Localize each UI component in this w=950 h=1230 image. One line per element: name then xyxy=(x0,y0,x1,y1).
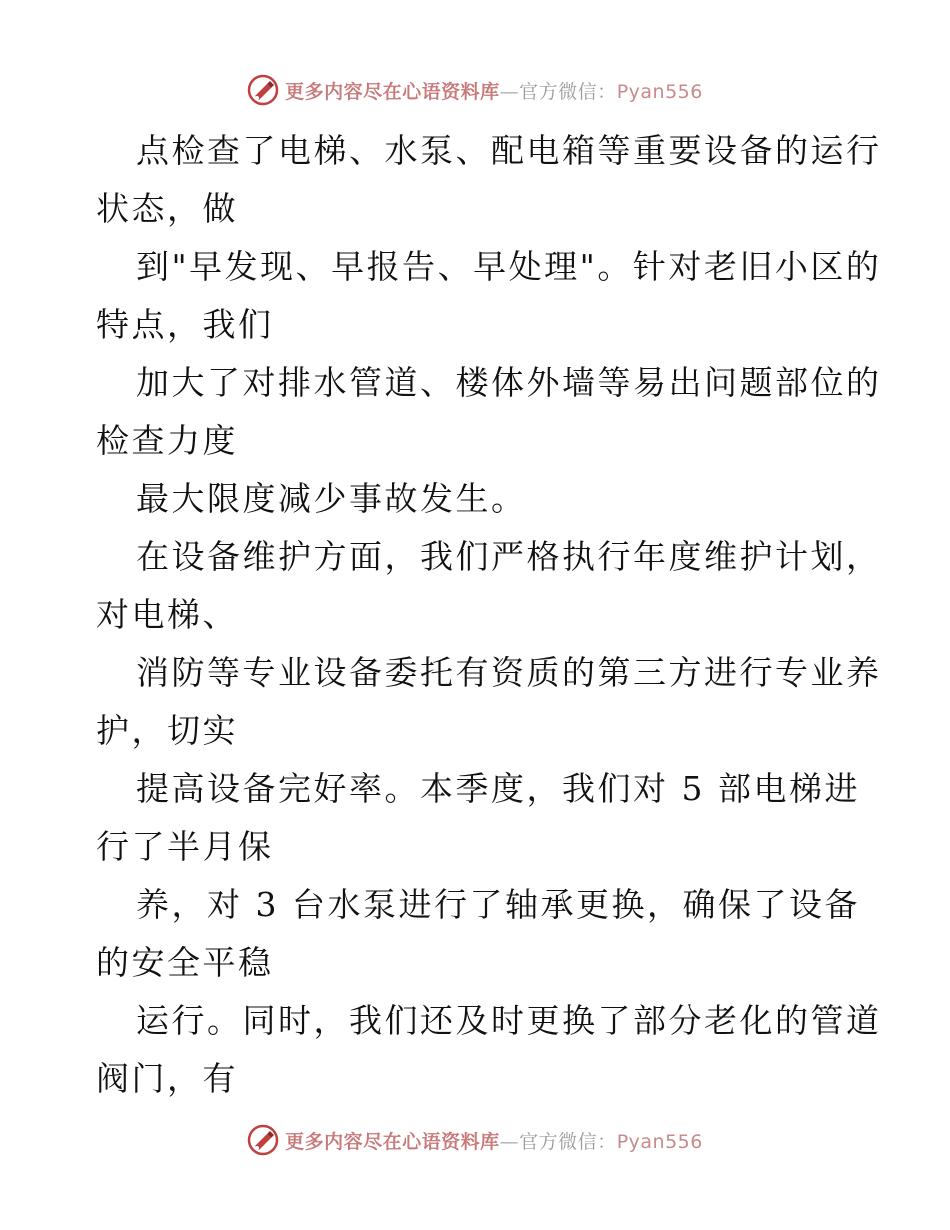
watermark-wechat-id: Pyan556 xyxy=(616,80,703,103)
watermark-group xyxy=(247,1124,703,1156)
paragraph-line: 消防等专业设备委托有资质的第三方进行专业养 xyxy=(136,653,882,692)
paragraph-line: 养，对 3 台水泵进行了轴承更换，确保了设备 xyxy=(136,885,860,924)
watermark-group xyxy=(247,74,703,106)
paragraph-line: 最大限度减少事故发生。 xyxy=(136,479,527,518)
pen-seal-icon xyxy=(247,74,279,106)
paragraph-line: 检查力度 xyxy=(96,421,238,460)
paragraph-line: 阀门，有 xyxy=(96,1059,238,1098)
footer-watermark xyxy=(0,1120,950,1160)
paragraph-line: 对电梯、 xyxy=(96,595,238,634)
watermark-wechat-label: 官方微信： xyxy=(519,1130,617,1153)
paragraph-line: 提高设备完好率。本季度，我们对 5 部电梯进 xyxy=(136,769,860,808)
watermark-wechat-label: 官方微信： xyxy=(519,80,617,103)
header-watermark xyxy=(0,70,950,110)
paragraph-line: 的安全平稳 xyxy=(96,943,274,982)
watermark-wechat-id: Pyan556 xyxy=(616,1130,703,1153)
paragraph-line: 状态，做 xyxy=(96,189,238,228)
pen-seal-icon xyxy=(247,1124,279,1156)
paragraph-line: 行了半月保 xyxy=(96,827,274,866)
paragraph-line: 护，切实 xyxy=(96,711,238,750)
paragraph-line: 运行。同时，我们还及时更换了部分老化的管道 xyxy=(136,1001,882,1040)
watermark-site-name: 更多内容尽在心语资料库 xyxy=(285,1130,500,1153)
watermark-separator: — xyxy=(499,80,520,103)
document-body xyxy=(96,122,882,1108)
watermark-site-name: 更多内容尽在心语资料库 xyxy=(285,80,500,103)
paragraph-line: 到"早发现、早报告、早处理"。针对老旧小区的 xyxy=(136,247,882,286)
paragraph-line: 加大了对排水管道、楼体外墙等易出问题部位的 xyxy=(136,363,882,402)
watermark-separator: — xyxy=(499,1130,520,1153)
paragraph-line: 点检查了电梯、水泵、配电箱等重要设备的运行 xyxy=(136,131,882,170)
paragraph-line: 特点，我们 xyxy=(96,305,274,344)
paragraph-line: 在设备维护方面，我们严格执行年度维护计划， xyxy=(136,537,882,576)
